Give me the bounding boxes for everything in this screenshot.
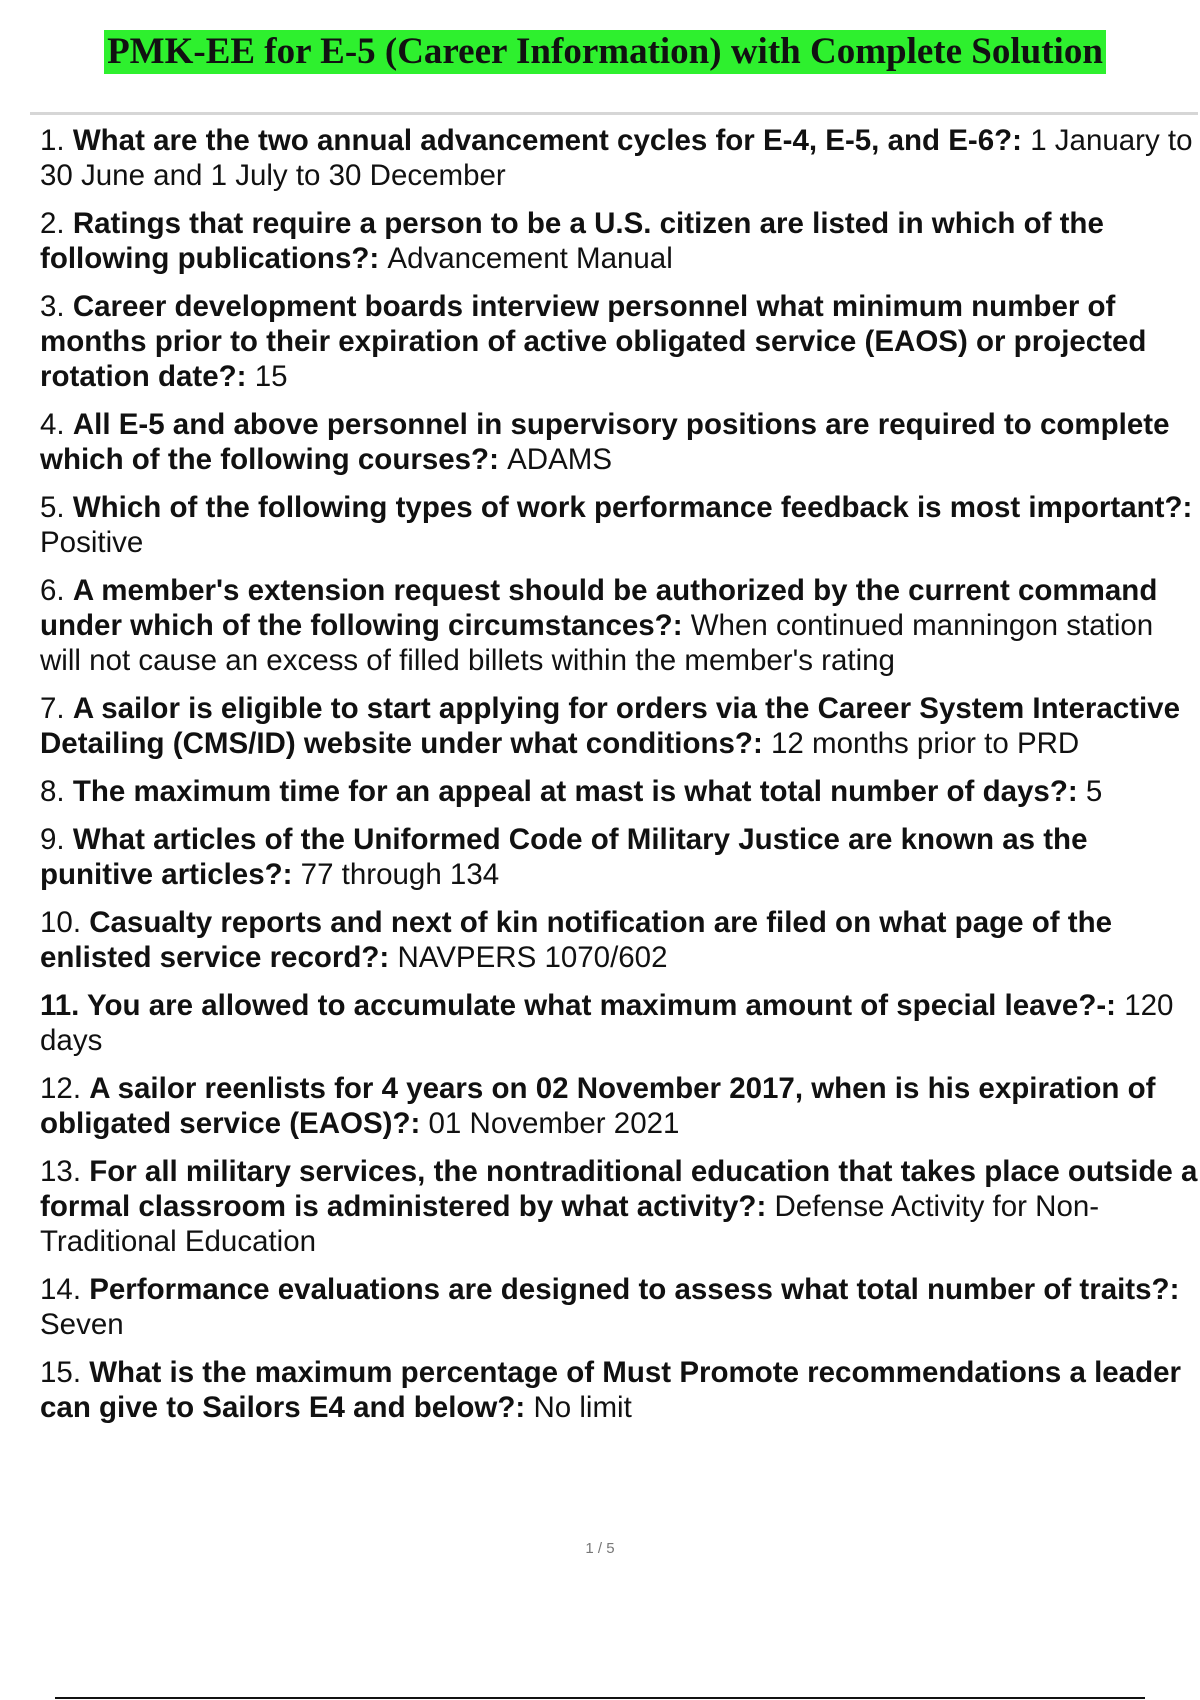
qa-item bbox=[40, 1272, 1200, 1342]
answer-text: 15 bbox=[254, 360, 288, 393]
question-text: Performance evaluations are designed to assess what total number of traits? bbox=[89, 1273, 1170, 1306]
answer-separator: : bbox=[1106, 989, 1125, 1022]
answer-text: 01 November 2021 bbox=[428, 1107, 680, 1140]
answer-separator: : bbox=[489, 443, 508, 476]
answer-separator: : bbox=[752, 727, 771, 760]
qa-item bbox=[40, 691, 1200, 761]
answer-text: Positive bbox=[40, 526, 144, 559]
answer-separator: : bbox=[236, 360, 255, 393]
question-text: What are the two annual advancement cycles for E-4, E-5, and E-6? bbox=[72, 124, 1013, 157]
item-number: 11. bbox=[40, 989, 88, 1022]
answer-separator: : bbox=[1169, 1273, 1180, 1306]
question-text: A sailor is eligible to start applying for orders via the Career System Interactive Detailing (CMS/ID) website under what conditions? bbox=[40, 692, 1180, 760]
qa-item bbox=[40, 822, 1200, 892]
question-text: Which of the following types of work performance feedback is most important? bbox=[72, 491, 1183, 524]
page-indicator: 1 / 5 bbox=[585, 1540, 615, 1557]
question-text: The maximum time for an appeal at mast is what total number of days? bbox=[72, 775, 1068, 808]
answer-text: 120 days bbox=[40, 989, 1174, 1057]
answer-text: ADAMS bbox=[507, 443, 613, 476]
question-text: Casualty reports and next of kin notification are filed on what page of the enlisted service record? bbox=[40, 906, 1113, 974]
answer-separator: : bbox=[410, 1107, 429, 1140]
qa-item bbox=[40, 774, 1200, 809]
item-number: 10. bbox=[40, 906, 90, 939]
answer-text: NAVPERS 1070/602 bbox=[397, 941, 668, 974]
answer-text: No limit bbox=[533, 1391, 632, 1424]
qa-item bbox=[40, 206, 1200, 276]
answer-separator: : bbox=[369, 242, 388, 275]
item-number: 1. bbox=[40, 124, 73, 157]
answer-text: Advancement Manual bbox=[387, 242, 673, 275]
item-number: 3. bbox=[40, 290, 73, 323]
item-number: 8. bbox=[40, 775, 73, 808]
qa-item bbox=[40, 1071, 1200, 1141]
item-number: 5. bbox=[40, 491, 73, 524]
answer-text: Defense Activity for Non-Traditional Education bbox=[40, 1190, 1100, 1258]
question-text: A sailor reenlists for 4 years on 02 November 2017, when is his expiration of obligated service (EAOS)? bbox=[40, 1072, 1156, 1140]
title-divider bbox=[30, 112, 1198, 115]
item-number: 15. bbox=[40, 1356, 90, 1389]
qa-item bbox=[40, 988, 1200, 1058]
question-text: For all military services, the nontraditional education that takes place outside a formal classroom is administered by what activity? bbox=[40, 1155, 1198, 1223]
document-title: PMK-EE for E-5 (Career Information) with Complete Solution bbox=[104, 30, 1106, 74]
answer-separator: : bbox=[282, 858, 301, 891]
answer-text: 77 through 134 bbox=[300, 858, 500, 891]
item-number: 14. bbox=[40, 1273, 90, 1306]
answer-text: 5 bbox=[1085, 775, 1103, 808]
item-number: 4. bbox=[40, 408, 73, 441]
question-text: A member's extension request should be authorized by the current command under which of the following circumstances? bbox=[40, 574, 1158, 642]
answer-separator: : bbox=[672, 609, 691, 642]
qa-item bbox=[40, 1355, 1200, 1425]
answer-text: 12 months prior to PRD bbox=[770, 727, 1080, 760]
item-number: 9. bbox=[40, 823, 73, 856]
qa-item bbox=[40, 573, 1200, 678]
question-text: All E-5 and above personnel in supervisory positions are required to complete which of the following courses? bbox=[40, 408, 1170, 476]
qa-item bbox=[40, 123, 1200, 193]
question-text: Career development boards interview personnel what minimum number of months prior to their expiration of active obligated service (EAOS) or projected rotation date? bbox=[40, 290, 1147, 393]
qa-list bbox=[40, 123, 1200, 1438]
qa-item bbox=[40, 490, 1200, 560]
qa-item bbox=[40, 289, 1200, 394]
item-number: 2. bbox=[40, 207, 73, 240]
answer-text: When continued manningon station will not cause an excess of filled billets within the member's rating bbox=[40, 609, 1154, 677]
title-area bbox=[0, 30, 1200, 74]
question-text: What articles of the Uniformed Code of Military Justice are known as the punitive articles? bbox=[40, 823, 1088, 891]
answer-separator: : bbox=[379, 941, 398, 974]
qa-item bbox=[40, 905, 1200, 975]
item-number: 6. bbox=[40, 574, 73, 607]
answer-separator: : bbox=[1012, 124, 1031, 157]
item-number: 7. bbox=[40, 692, 73, 725]
question-text: You are allowed to accumulate what maximum amount of special leave?- bbox=[87, 989, 1107, 1022]
answer-separator: : bbox=[515, 1391, 534, 1424]
answer-text: 1 January to 30 June and 1 July to 30 December bbox=[40, 124, 1193, 192]
answer-separator: : bbox=[1182, 491, 1193, 524]
qa-item bbox=[40, 1154, 1200, 1259]
answer-separator: : bbox=[756, 1190, 775, 1223]
item-number: 12. bbox=[40, 1072, 90, 1105]
page-bottom-divider bbox=[55, 1697, 1145, 1699]
question-text: What is the maximum percentage of Must Promote recommendations a leader can give to Sailors E4 and below? bbox=[40, 1356, 1181, 1424]
item-number: 13. bbox=[40, 1155, 90, 1188]
qa-item bbox=[40, 407, 1200, 477]
answer-separator: : bbox=[1067, 775, 1086, 808]
question-text: Ratings that require a person to be a U.S. citizen are listed in which of the following publications? bbox=[40, 207, 1104, 275]
answer-text: Seven bbox=[40, 1308, 124, 1341]
